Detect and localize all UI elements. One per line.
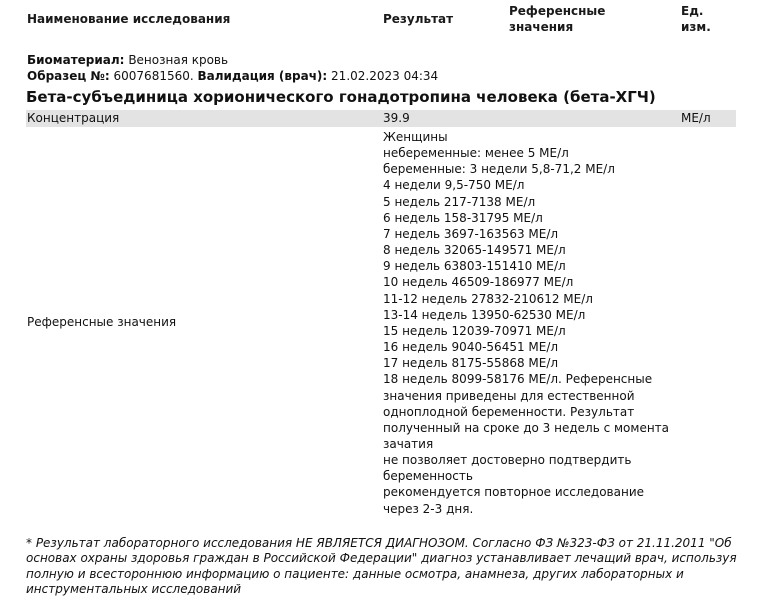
biomaterial-line	[27, 52, 228, 68]
reference-value-line: 13-14 недель 13950-62530 МЕ/л	[383, 307, 586, 322]
reference-values-list	[383, 129, 683, 517]
concentration-unit: МЕ/л	[681, 111, 711, 125]
reference-value-line: полученный на сроке до 3 недель с момента	[383, 420, 670, 435]
reference-value-line: 6 недель 158-31795 МЕ/л	[383, 210, 543, 225]
concentration-row	[26, 110, 736, 127]
reference-value-line: рекомендуется повторное исследование	[383, 485, 645, 500]
header-unit-line1: Ед.	[681, 4, 704, 18]
header-result: Результат	[383, 12, 454, 26]
reference-value-line: беременные: 3 недели 5,8-71,2 МЕ/л	[383, 162, 615, 177]
reference-value-line: 5 недель 217-7138 МЕ/л	[383, 194, 536, 209]
reference-value-line: 17 недель 8175-55868 МЕ/л	[383, 356, 559, 371]
reference-value-line: 16 недель 9040-56451 МЕ/л	[383, 340, 559, 355]
validation-label: Валидация (врач):	[197, 69, 328, 83]
footnote-line: полную и всестороннюю информацию о пациенте: данные осмотра, анамнеза, других лабораторных и	[26, 566, 684, 581]
header-unit	[681, 3, 741, 35]
sample-value: 6007681560.	[113, 69, 194, 83]
table-header	[0, 0, 765, 44]
biomaterial-value: Венозная кровь	[128, 53, 229, 67]
reference-value-line: небеременные: менее 5 МЕ/л	[383, 146, 569, 161]
reference-value-line: 4 недели 9,5-750 МЕ/л	[383, 178, 525, 193]
footnote-line: * Результат лабораторного исследования НЕ ЯВЛЯЕТСЯ ДИАГНОЗОМ. Согласно ФЗ №323-ФЗ от 21.11.2011 "Об	[26, 536, 732, 550]
reference-value-line: беременность	[383, 469, 473, 484]
disclaimer-footnote	[26, 536, 737, 598]
validation-value: 21.02.2023 04:34	[331, 69, 439, 83]
reference-value-line: 9 недель 63803-151410 МЕ/л	[383, 259, 566, 274]
reference-value-line: зачатия	[383, 436, 434, 451]
reference-label: Референсные значения	[27, 315, 177, 329]
concentration-value: 39.9	[383, 111, 410, 125]
header-reference-line2: значения	[509, 20, 574, 34]
reference-value-line: 10 недель 46509-186977 МЕ/л	[383, 275, 574, 290]
sample-line	[27, 68, 438, 84]
reference-value-line: не позволяет достоверно подтвердить	[383, 453, 632, 468]
biomaterial-label: Биоматериал:	[27, 53, 125, 67]
header-unit-line2: изм.	[681, 20, 711, 34]
reference-value-line: 11-12 недель 27832-210612 МЕ/л	[383, 291, 593, 306]
footnote-line: инструментальных исследований	[26, 582, 242, 597]
reference-value-line: 8 недель 32065-149571 МЕ/л	[383, 243, 566, 258]
reference-value-line: одноплодной беременности. Результат	[383, 404, 635, 419]
reference-value-line: Женщины	[383, 130, 448, 144]
reference-value-line: 15 недель 12039-70971 МЕ/л	[383, 323, 566, 338]
sample-label: Образец №:	[27, 69, 110, 83]
footnote-line: основах охраны здоровья граждан в Российской Федерации" диагноз устанавливает лечащий врач, используя	[26, 551, 737, 566]
test-title: Бета-субъединица хорионического гонадотропина человека (бета-ХГЧ)	[26, 88, 656, 106]
header-reference	[509, 3, 649, 35]
header-test-name: Наименование исследования	[27, 12, 231, 26]
concentration-label: Концентрация	[27, 111, 120, 125]
reference-value-line: через 2-3 дня.	[383, 501, 474, 516]
header-reference-line1: Референсные	[509, 4, 606, 18]
reference-value-line: значения приведены для естественной	[383, 388, 635, 403]
reference-value-line: 7 недель 3697-163563 МЕ/л	[383, 226, 559, 241]
reference-value-line: 18 недель 8099-58176 МЕ/л. Референсные	[383, 372, 653, 387]
